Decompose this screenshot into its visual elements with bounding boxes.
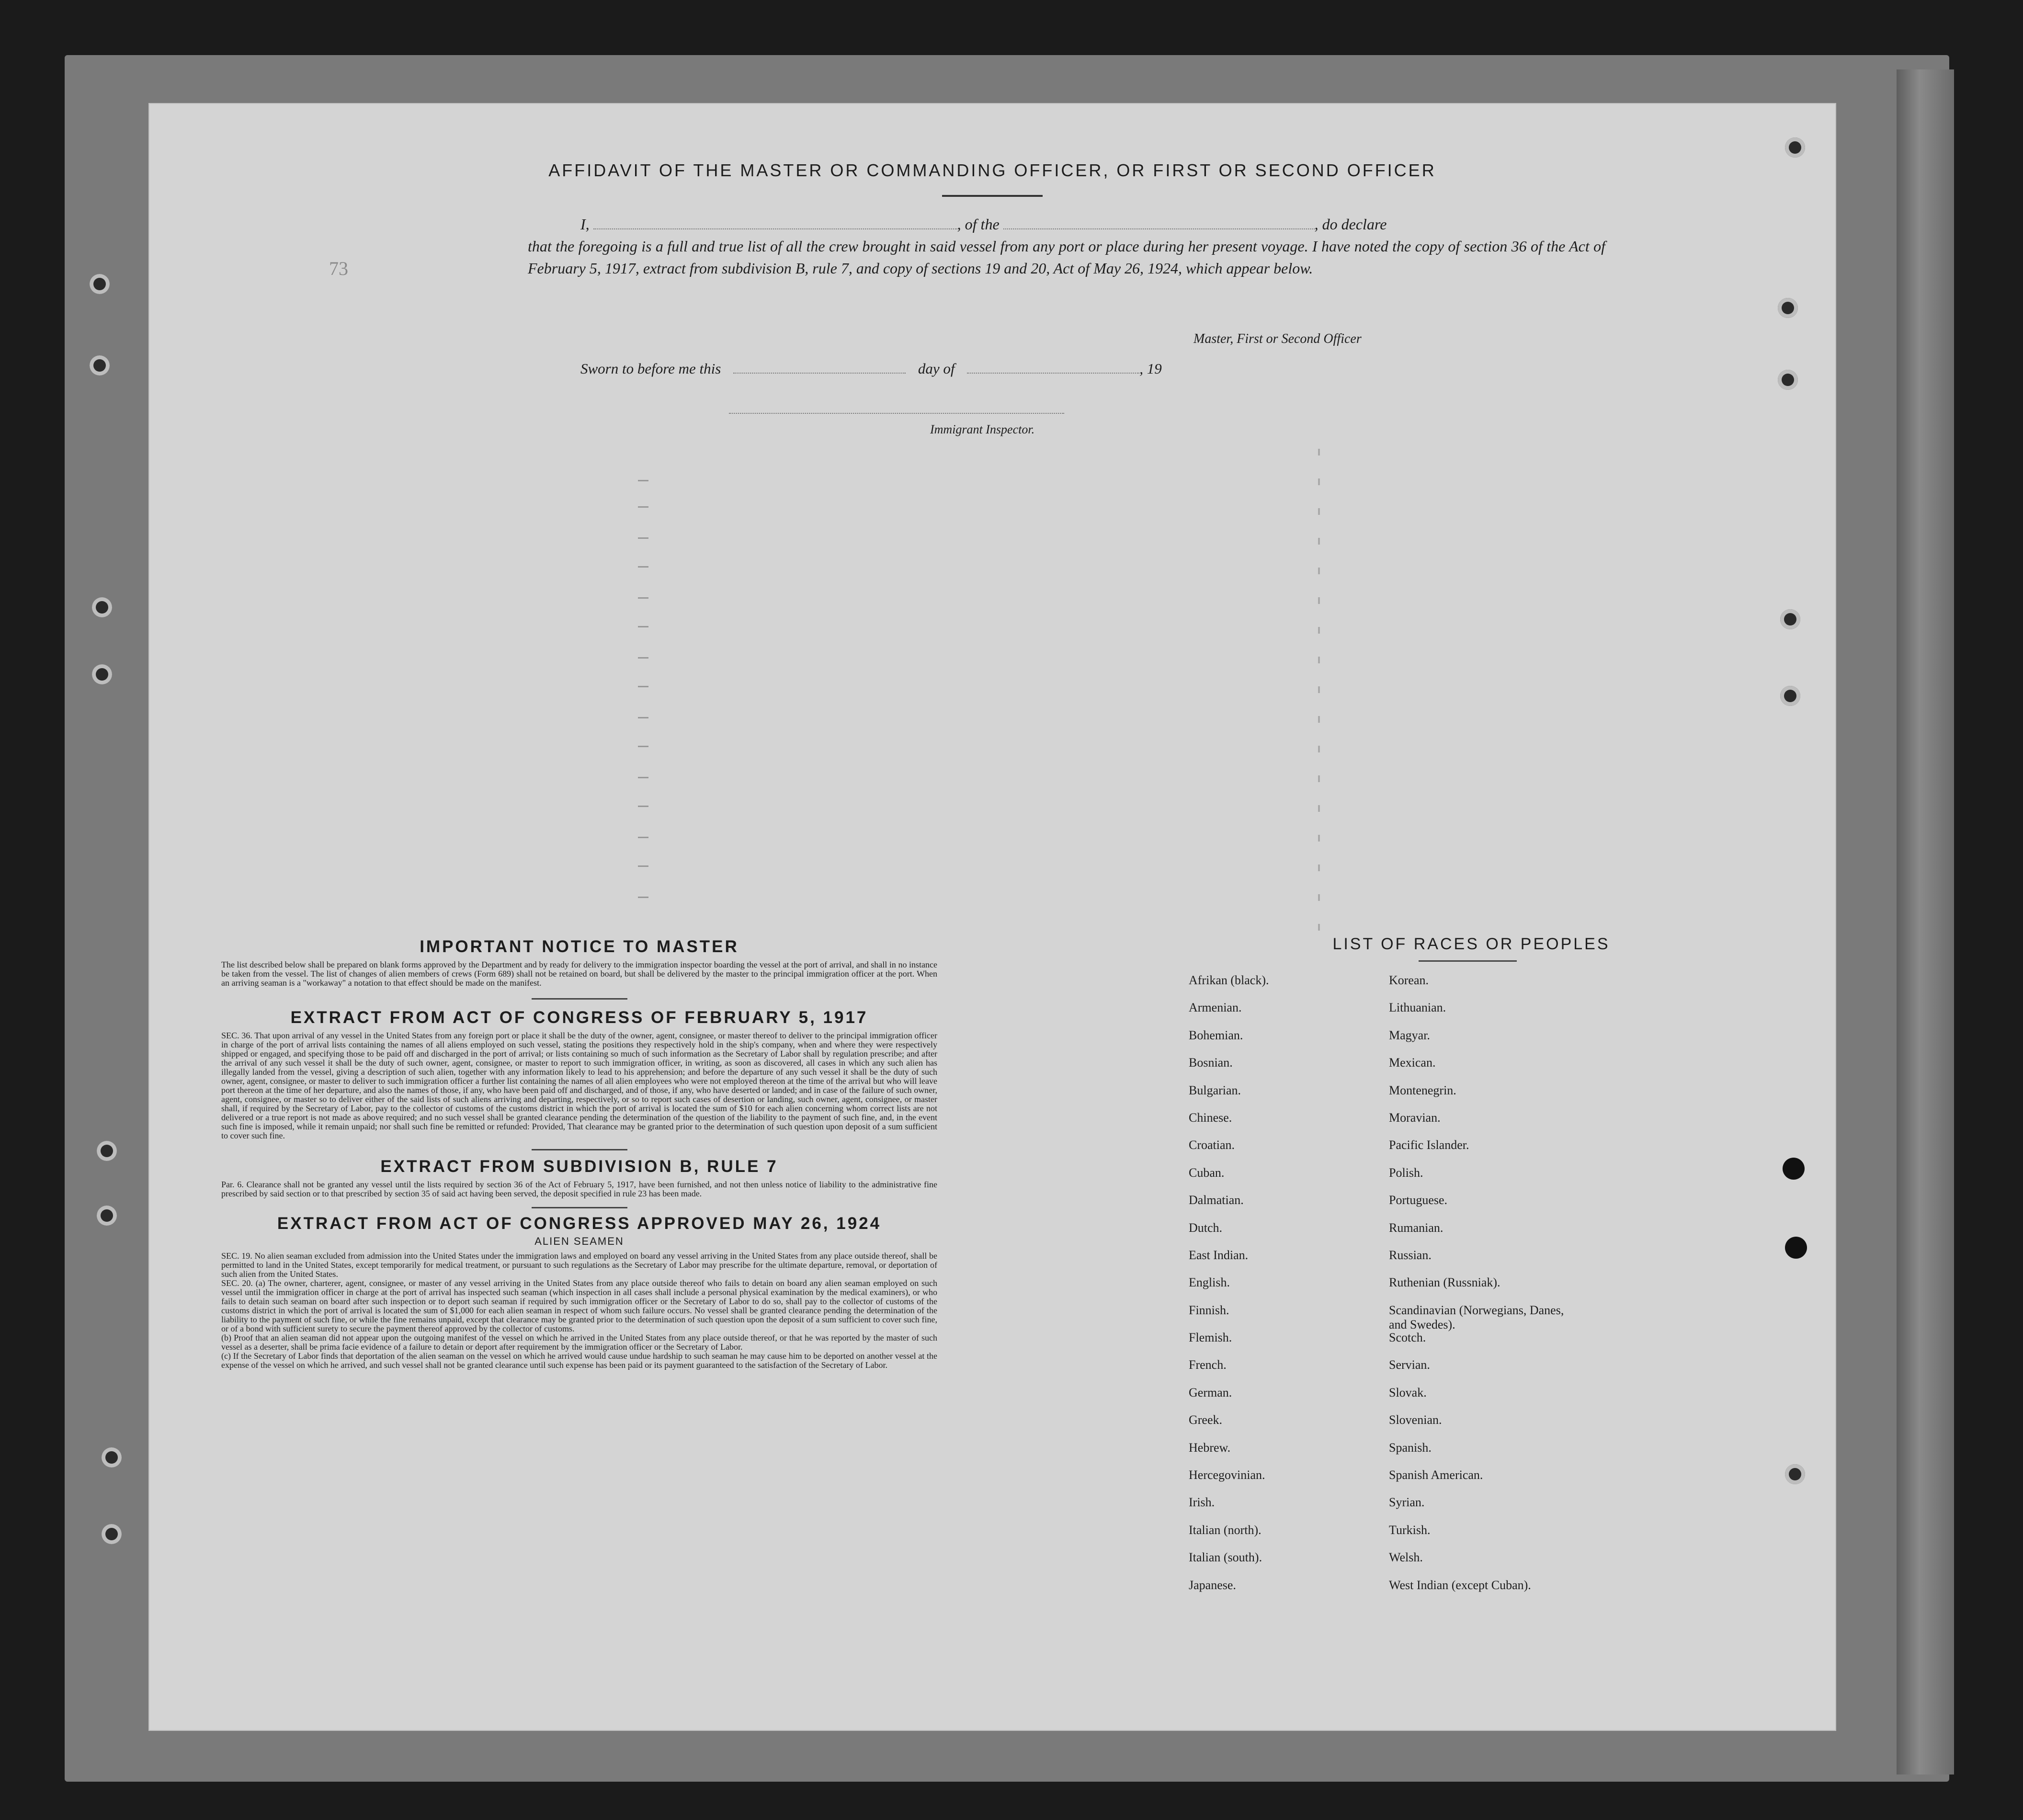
extract-rule7-text: Par. 6. Clearance shall not be granted any vessel until the lists required by section 36 of the Act of February 5, 1917, have been furnished, and not then unless notice of liability to the administrative fine prescribed by said section or to that prescribed by section 35 of said act having been served, the deposit specified in rule 23 has been made. (221, 1180, 937, 1198)
bleed-mark (638, 537, 648, 539)
race-item: English. (1189, 1275, 1230, 1290)
race-item: Greek. (1189, 1413, 1223, 1427)
race-item: Scandinavian (Norwegians, Danes, and Swedes). (1389, 1303, 1564, 1331)
race-item: Moravian. (1389, 1110, 1441, 1125)
race-item: Scotch. (1389, 1331, 1426, 1345)
race-item: Portuguese. (1389, 1193, 1448, 1207)
bleed-column (1318, 449, 1320, 937)
extract-1924-sec20b: (b) Proof that an alien seaman did not appear upon the outgoing manifest of the vessel on which he arrived in the United States from any place outside thereof, or that he was reported by the master of such vessel as a deserter, shall be prima facie evidence of a failure to detain or deport after requirement by the immigration officer or the Secretary of Labor. (221, 1333, 937, 1352)
race-item: Italian (north). (1189, 1523, 1262, 1537)
race-item: Italian (south). (1189, 1550, 1262, 1565)
bleed-mark (638, 777, 648, 778)
extract-1924-sec20a: SEC. 20. (a) The owner, charterer, agent, consignee, or master of any vessel arriving in the United States from any place outside thereof who fails to detain on board any alien seaman employed on such vessel until the immigration officer in charge at the port of arrival has inspected such seaman (which inspection in all cases shall include a personal physical examination by the medical examiners), or who fails to detain such seaman on board after such inspection or to deport such seaman if required by such immigration officer or the Secretary of Labor to do so, shall pay to the collector of customs of the customs district in which the port of arrival is located the sum of $1,000 for each alien seaman in respect of whom such failure occurs. No vessel shall be granted clearance pending the determination of the liability to the payment of such fine, or while the fine remains unpaid, except that clearance may be granted prior to the determination of such question upon the deposit of a sum sufficient to cover such fine, or of a bond with sufficient surety to secure the payment thereof approved by the collector of customs. (221, 1278, 937, 1333)
race-item: Bosnian. (1189, 1056, 1233, 1070)
punch-hole (1778, 370, 1798, 390)
race-item: Bohemian. (1189, 1028, 1243, 1042)
punch-hole (102, 1524, 122, 1544)
section-rule (532, 1149, 627, 1150)
race-item: Irish. (1189, 1495, 1215, 1510)
i-label: I, (580, 216, 590, 233)
punch-hole (1780, 686, 1800, 706)
races-column-2 (1389, 973, 1571, 1605)
race-item: Korean. (1389, 973, 1429, 987)
race-item: Magyar. (1389, 1028, 1430, 1042)
affidavit-title: AFFIDAVIT OF THE MASTER OR COMMANDING OFFICER, OR FIRST OR SECOND OFFICER (548, 160, 1436, 180)
race-item: Welsh. (1389, 1550, 1423, 1565)
punch-hole (92, 664, 112, 684)
of-the-label: , of the (957, 216, 1000, 233)
notice-title: IMPORTANT NOTICE TO MASTER (420, 937, 739, 956)
name-field[interactable] (593, 228, 957, 229)
bleed-mark (638, 597, 648, 599)
day-of-label: day of (918, 360, 955, 377)
notice-text: The list described below shall be prepared on blank forms approved by the Department and by ready for delivery to the immigration inspector boarding the vessel at the port of arrival, and shall in no instance be taken from the vessel. The list of changes of alien members of crews (Form 689) shall not be retained on board, but shall be delivered by the master to the principal immigration officer at the port. When an arriving seaman is a "workaway" a notation to that effect should be made on the manifest. (221, 960, 937, 988)
affidavit-declaration: that the foregoing is a full and true list of all the crew brought in said vessel from any port or place during her present voyage. I have noted the copy of section 36 of the Act of February 5, 1917, extract from subdivision B, rule 7, and copy of sections 19 and 20, Act of May 26, 1924, which appear below. (528, 238, 1605, 277)
race-item: Syrian. (1389, 1495, 1425, 1510)
race-item: Turkish. (1389, 1523, 1431, 1537)
race-item: Finnish. (1189, 1303, 1229, 1317)
race-item: German. (1189, 1385, 1232, 1399)
punch-hole (1785, 1237, 1807, 1259)
race-item: Mexican. (1389, 1056, 1436, 1070)
punch-hole (1783, 1158, 1805, 1180)
race-item: West Indian (except Cuban). (1389, 1578, 1531, 1592)
race-item: Armenian. (1189, 1001, 1242, 1015)
race-item: Flemish. (1189, 1331, 1232, 1345)
margin-mark: 73 (329, 258, 348, 279)
title-rule (942, 195, 1043, 197)
extract-rule7-title: EXTRACT FROM SUBDIVISION B, RULE 7 (380, 1157, 778, 1176)
race-item: Spanish. (1389, 1440, 1432, 1455)
punch-hole (90, 355, 110, 375)
extract-1917-text: SEC. 36. That upon arrival of any vessel in the United States from any foreign port or place it shall be the duty of the owner, agent, consignee, or master thereof to deliver to the principal immigration officer in charge of the port of arrival lists containing the names of all aliens employed on such vessel, stating the positions they respectively hold in the ship's company, when and where they were respectively shipped or engaged, and specifying those to be paid off and discharged in the port of arrival; or lists containing so much of such information as the Secretary of Labor shall by regulation prescribe; and after the arrival of any such vessel it shall be the duty of such owner, agent, consignee, or master to report to such immigration officer, in writing, as soon as discovered, all cases in which any such alien has illegally landed from the vessel, giving a description of such alien, together with any information likely to lead to his apprehension; and before the departure of any such vessel it shall be the duty of such owner, agent, consignee, or master to deliver to such immigration officer a further list containing the names of all alien employees who were not employed thereon at the time of the arrival but who will leave port thereon at the time of her departure, and also the names of those, if any, who have been paid off and discharged, and of those, if any, who have deserted or landed; and in case of the failure of such owner, agent, consignee, or master so to deliver either of the said lists of such aliens arriving and departing, respectively, or so to report such cases of desertion or landing, such owner, agent, consignee, or master shall, if required by the Secretary of Labor, pay to the collector of customs of the customs district in which the port of arrival is located the sum of $10 for each alien concerning whom correct lists are not delivered or a true report is not made as above required; and no such vessel shall be granted clearance pending the determination of the question of the liability to the payment of such fine, and, in the event such fine is imposed, while it remain unpaid; nor shall such fine be remitted or refunded: Provided, That clearance may be granted prior to the determination of such question upon deposit of a sum sufficient to cover such fine. (221, 1031, 937, 1140)
sworn-line (580, 360, 1162, 377)
bleed-mark (638, 717, 648, 718)
race-item: Croatian. (1189, 1138, 1235, 1152)
punch-hole (1785, 1464, 1805, 1484)
race-item: Pacific Islander. (1389, 1138, 1469, 1152)
bleed-mark (638, 657, 648, 659)
bleed-mark (638, 686, 648, 687)
race-item: East Indian. (1189, 1248, 1249, 1262)
extract-1917-title: EXTRACT FROM ACT OF CONGRESS OF FEBRUARY 5, 1917 (290, 1008, 868, 1027)
bleed-mark (638, 865, 648, 867)
legal-notices (221, 937, 937, 1370)
races-column-1 (1189, 973, 1269, 1605)
bleed-mark (638, 897, 648, 898)
race-item: Slovenian. (1389, 1413, 1442, 1427)
race-item: Russian. (1389, 1248, 1432, 1262)
race-item: Hebrew. (1189, 1440, 1231, 1455)
races-title: LIST OF RACES OR PEOPLES (1332, 935, 1610, 953)
sworn-day-field[interactable] (733, 373, 906, 374)
race-item: Servian. (1389, 1358, 1430, 1372)
races-rule (1419, 960, 1517, 962)
race-item: Montenegrin. (1389, 1083, 1456, 1097)
punch-hole (1780, 609, 1800, 629)
document-page (148, 103, 1836, 1731)
race-item: Dutch. (1189, 1220, 1223, 1235)
sworn-month-field[interactable] (967, 373, 1139, 374)
extract-1924-sec20c: (c) If the Secretary of Labor finds that deportation of the alien seaman on the vessel on which he arrived would cause undue hardship to such seaman he may cause him to be deported on another vessel at the expense of the vessel on which he arrived, and such vessel shall not be granted clearance until such expense has been paid or its payment guaranteed to the satisfaction of the Secretary of Labor. (221, 1351, 937, 1370)
bleed-mark (638, 480, 648, 481)
race-item: Rumanian. (1389, 1220, 1443, 1235)
inspector-signature-line[interactable] (729, 413, 1064, 414)
punch-hole (92, 597, 112, 617)
punch-hole (97, 1141, 117, 1161)
punch-hole (1785, 137, 1805, 158)
extract-1924-sec19: SEC. 19. No alien seaman excluded from admission into the United States under the immigration laws and employed on board any vessel arriving in the United States from any place outside thereof, shall be permitted to land in the United States, except temporarily for medical treatment, or pursuant to such regulations as the Secretary of Labor may prescribe for the ultimate departure, removal, or deportation of such alien from the United States. (221, 1251, 937, 1279)
bleed-mark (638, 837, 648, 838)
master-label: Master, First or Second Officer (1193, 331, 1362, 346)
race-item: Japanese. (1189, 1578, 1236, 1592)
race-item: Dalmatian. (1189, 1193, 1244, 1207)
race-item: French. (1189, 1358, 1227, 1372)
race-item: Slovak. (1389, 1385, 1427, 1399)
section-rule (532, 1207, 627, 1208)
bleed-mark (638, 566, 648, 568)
race-item: Lithuanian. (1389, 1001, 1446, 1015)
extract-1924-subtitle: ALIEN SEAMEN (534, 1235, 624, 1247)
bleed-mark (638, 746, 648, 747)
year-label: , 19 (1139, 360, 1162, 377)
race-item: Polish. (1389, 1165, 1423, 1180)
do-declare-label: , do declare (1314, 216, 1387, 233)
race-item: Spanish American. (1389, 1468, 1483, 1482)
sworn-label: Sworn to before me this (580, 360, 721, 377)
race-item: Bulgarian. (1189, 1083, 1241, 1097)
race-item: Ruthenian (Russniak). (1389, 1275, 1500, 1290)
section-rule (532, 998, 627, 1000)
inspector-label: Immigrant Inspector. (930, 422, 1035, 436)
punch-hole (102, 1447, 122, 1467)
punch-hole (90, 274, 110, 294)
bleed-mark (638, 626, 648, 627)
punch-hole (97, 1206, 117, 1226)
binder-edge (1897, 69, 1954, 1774)
race-item: Cuban. (1189, 1165, 1225, 1180)
bleed-mark (638, 806, 648, 807)
vessel-field[interactable] (1003, 228, 1315, 229)
affidavit-body (528, 213, 1605, 279)
punch-hole (1778, 298, 1798, 318)
bleed-mark (638, 506, 648, 508)
race-item: Hercegovinian. (1189, 1468, 1265, 1482)
race-item: Chinese. (1189, 1110, 1232, 1125)
extract-1924-title: EXTRACT FROM ACT OF CONGRESS APPROVED MAY 26, 1924 (277, 1214, 882, 1233)
race-item: Afrikan (black). (1189, 973, 1269, 987)
